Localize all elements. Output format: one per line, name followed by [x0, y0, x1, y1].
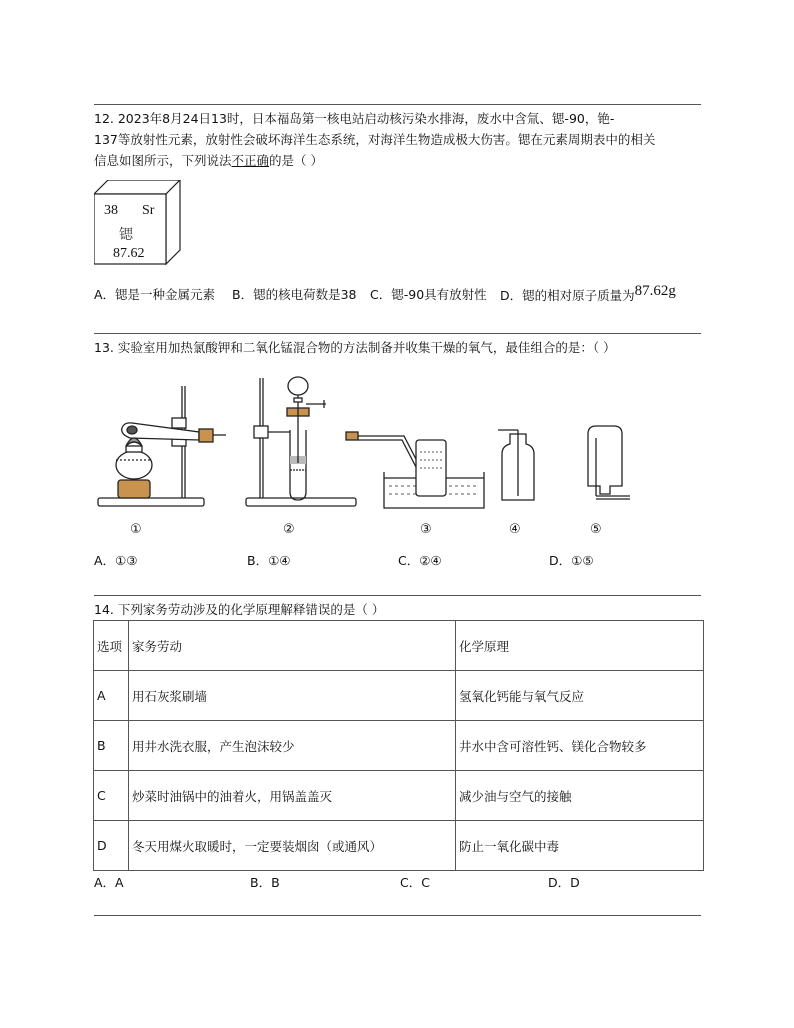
divider-13 — [94, 333, 701, 334]
q13-option-c[interactable]: C．②④ — [398, 553, 442, 568]
element-atomic-number: 38 — [104, 203, 118, 218]
apparatus-2-separatory-tube — [246, 377, 356, 506]
q13-option-d[interactable]: D．①⑤ — [549, 553, 594, 568]
apparatus-label-5: ⑤ — [590, 522, 602, 537]
header-housework: 家务劳动 — [129, 621, 456, 671]
bottom-divider — [94, 915, 701, 916]
apparatus-1-heating-tube — [98, 386, 226, 506]
table-row: B 用井水洗衣服，产生泡沫较少 井水中含可溶性钙、镁化合物较多 — [94, 721, 704, 771]
q12-option-c[interactable]: C．锶-90具有放射性 — [370, 287, 487, 302]
q13-option-b[interactable]: B．①④ — [247, 553, 291, 568]
divider-14 — [94, 595, 701, 596]
table-header-row — [94, 621, 704, 671]
q14-table — [93, 620, 704, 871]
q12-option-a[interactable]: A．锶是一种金属元素 — [94, 287, 216, 302]
table-row: C 炒菜时油锅中的油着火，用锅盖盖灭 减少油与空气的接触 — [94, 771, 704, 821]
apparatus-3-water-collection — [346, 432, 484, 508]
q12-line-3: 信息如图所示，下列说法不正确的是（ ） — [94, 153, 324, 168]
q12-option-b[interactable]: B．锶的核电荷数是38 — [232, 287, 357, 302]
element-name: 锶 — [119, 227, 133, 243]
table-row: A 用石灰浆刷墙 氢氧化钙能与氧气反应 — [94, 671, 704, 721]
lab-apparatus-figure — [94, 368, 654, 518]
question-12-stem — [94, 108, 704, 171]
question-13-stem: 13. 实验室用加热氯酸钾和二氧化锰混合物的方法制备并收集干燥的氧气，最佳组合的是：（ ） — [94, 340, 616, 355]
q14-option-c[interactable]: C．C — [400, 875, 430, 890]
apparatus-label-3: ③ — [420, 522, 432, 537]
apparatus-4-upward-air-bottle — [498, 430, 534, 500]
table-row: D 冬天用煤火取暖时，一定要装烟囱（或通风） 防止一氧化碳中毒 — [94, 821, 704, 871]
q14-option-d[interactable]: D．D — [548, 875, 580, 890]
q12-line-2: 137等放射性元素，放射性会破坏海洋生态系统，对海洋生物造成极大伤害。锶在元素周期表中的相关 — [94, 132, 656, 147]
q14-option-b[interactable]: B．B — [250, 875, 280, 890]
apparatus-label-4: ④ — [509, 522, 521, 537]
not-correct-emphasis: 不正确 — [231, 153, 270, 168]
q13-option-a[interactable]: A．①③ — [94, 553, 138, 568]
header-principle: 化学原理 — [456, 621, 704, 671]
apparatus-label-1: ① — [130, 522, 142, 537]
header-option: 选项 — [94, 621, 129, 671]
element-symbol: Sr — [142, 203, 155, 218]
q12-option-d[interactable]: D．锶的相对原子质量为87.62g — [500, 283, 676, 303]
apparatus-5-downward-air-bottle — [588, 426, 630, 499]
question-14-stem: 14. 下列家务劳动涉及的化学原理解释错误的是（ ） — [94, 602, 385, 617]
q12-line-1: 12. 2023年8月24日13时，日本福岛第一核电站启动核污染水排海，废水中含氚、锶-90，铯- — [94, 111, 615, 126]
q14-option-a[interactable]: A．A — [94, 875, 124, 890]
element-mass: 87.62 — [113, 246, 145, 261]
apparatus-label-2: ② — [283, 522, 295, 537]
top-divider — [94, 104, 701, 105]
